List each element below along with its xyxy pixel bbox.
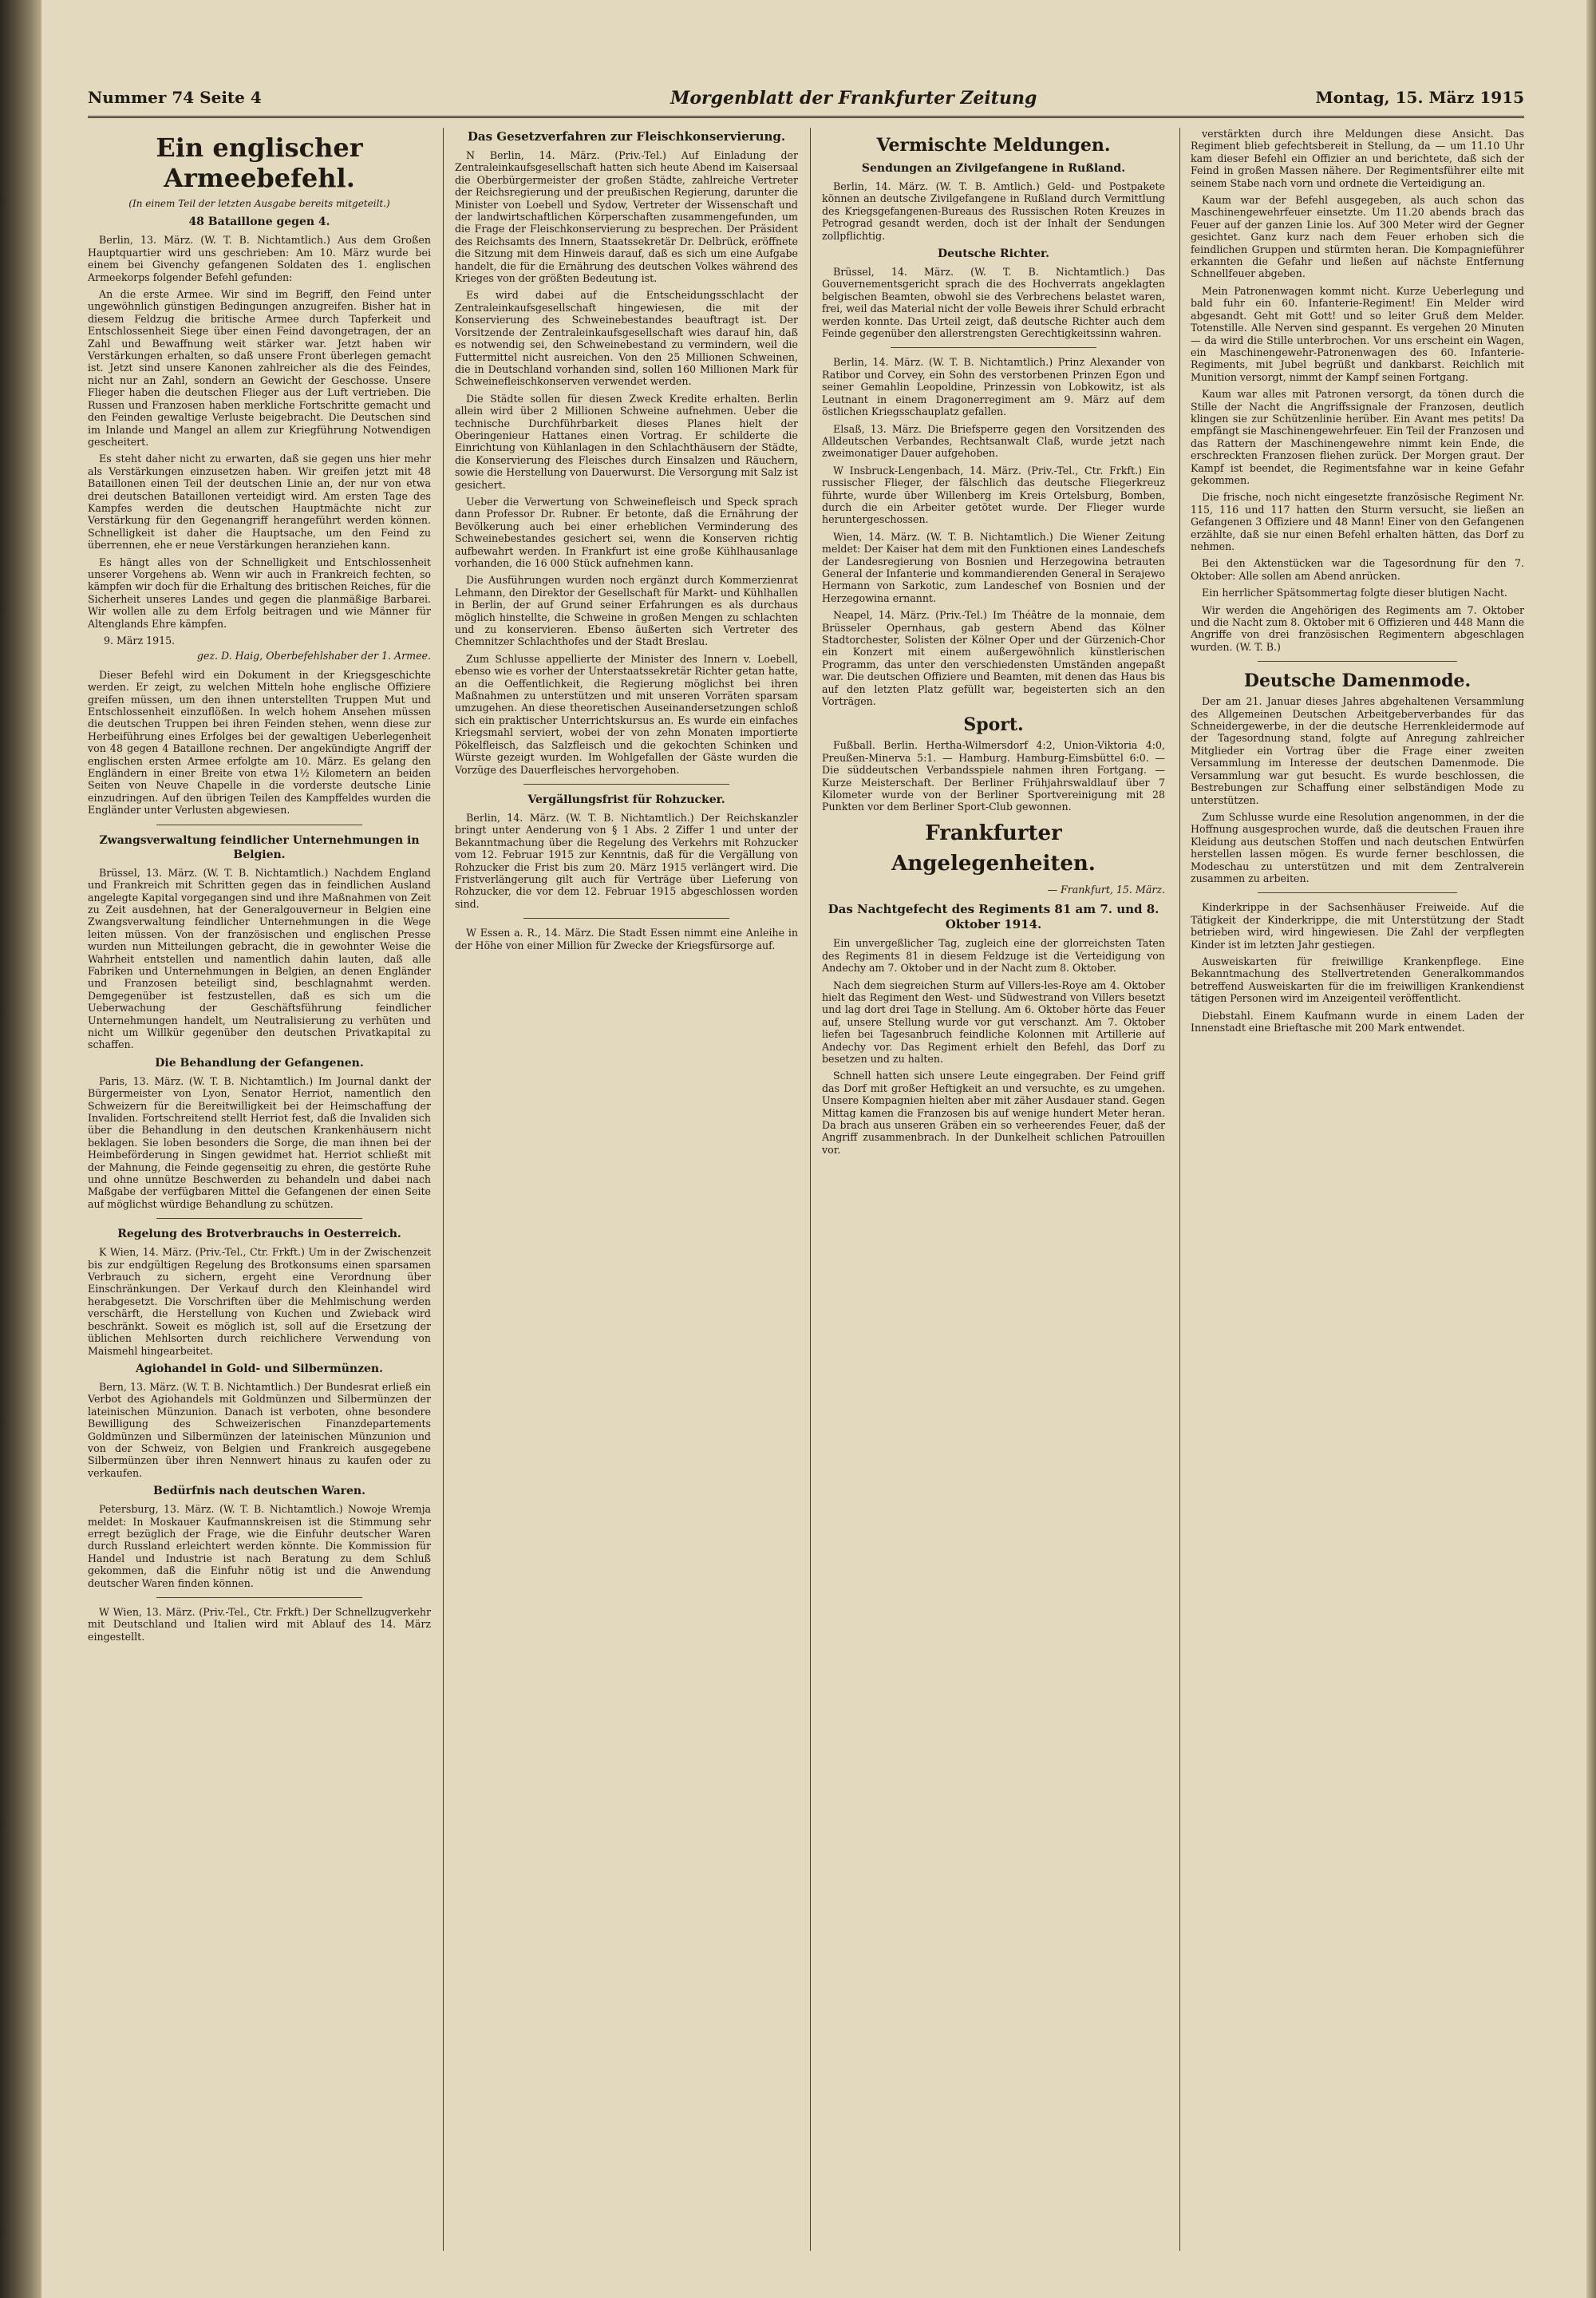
column-divider: [810, 128, 811, 2251]
paragraph: Zum Schlusse wurde eine Resolution angenommen, in der die Hoffnung ausgesprochen wurde, daß die deutschen Frauen ihre Kleidung aus deutschen Stoffen und nach deutschen Entwürfen herstellen lassen mögen. Es wurde ferner beschlossen, die Modeschau zu unterstützen und mit dem Zentralverein zusammen zu arbeiten.: [1191, 810, 1524, 884]
page-header: [88, 88, 1524, 112]
book-binding: [0, 0, 41, 2298]
section-title: Deutsche Damenmode.: [1243, 670, 1472, 692]
paragraph: Dieser Befehl wird ein Dokument in der Kriegsgeschichte werden. Er zeigt, zu welchen Mitteln hohe englische Offiziere greifen müssen, um den ihnen unterstellten Truppen Mut und Entschlossenheit einzuflößen. In welch hohem Ansehen müssen die deutschen Truppen bei ihren Feinden stehen, wenn diese zur Herbeiführung eines Erfolges bei der gewaltigen Ueberlegenheit von 48 gegen 4 Bataillone rechnen. Der angekündigte Angriff der englischen ersten Armee erfolgte am 10. März. Es gelang den Engländern in einer Breite von etwa 1½ Kilometern an beiden Seiten von Neuve Chapelle in die vorderste deutsche Linie einzudringen. Auf den übrigen Teilen des Kampffeldes wurden die Engländer unter Verlusten abgewiesen.: [88, 668, 431, 817]
paragraph: Der am 21. Januar dieses Jahres abgehaltenen Versammlung des Allgemeinen Deutschen Arbeitgeberverbandes für das Schneidergewerbe, in der die deutsche Herrenkleidermode auf der Tagesordnung stand, folgte auf Anregung zahlreicher Mitglieder ein Vortrag über die Frage einer zweiten Versammlung im Interesse der deutschen Damenmode. Die Versammlung war gut besucht. Es wurde beschlossen, die Bestrebungen zur Schaffung einer selbständigen Mode zu unterstützen.: [1191, 695, 1524, 806]
article-subhead: 48 Bataillone gegen 4.: [188, 216, 330, 229]
column-divider: [443, 128, 444, 2251]
paragraph: Schnell hatten sich unsere Leute eingegraben. Der Feind griff das Dorf mit großer Heftigkeit an und versuchte, es zu umgehen. Unsere Kompagnien hielten aber mit zäher Ausdauer stand. Gegen Mittag kamen die Franzosen bis auf wenige hundert Meter heran. Da brach aus unseren Gräben ein so verheerendes Feuer, daß der Angriff zusammenbrach. In der Dunkelheit schlichen Patrouillen vor.: [822, 1070, 1165, 1156]
paragraph: Diebstahl. Einem Kaufmann wurde in einem Laden der Innenstadt eine Brieftasche mit 200 Mark entwendet.: [1191, 1009, 1524, 1034]
section-title: Vergällungsfrist für Rohzucker.: [527, 793, 725, 806]
paragraph: Es wird dabei auf die Entscheidungsschlacht der Zentraleinkaufsgesellschaft hingewiesen, die mit der Konservierung des Schweinebestandes beauftragt ist. Der Vorsitzende der Zentraleinkaufsgesellschaft wies darauf hin, daß es notwendig sei, den Schweinebestand zu vermindern, weil die Futtermittel nicht ausreichen. Von den 25 Millionen Schweinen, die in Deutschland vorhanden sind, sollen 160 Millionen Mark für Schweinefleischkonserven verwendet werden.: [455, 289, 798, 388]
section-subtitle: Sendungen an Zivilgefangene in Rußland.: [861, 162, 1126, 175]
paragraph: Wien, 14. März. (W. T. B. Nichtamtlich.) Die Wiener Zeitung meldet: Der Kaiser hat dem mit den Funktionen eines Landeschefs der Landesregierung von Bosnien und Herzegowina betrauten General der Infanterie und kommandierenden General in Serajewo Hermann von Sarkotic, zum Landeschef von Bosnien und der Herzegowina ernannt.: [822, 530, 1165, 604]
paragraph: Ein unvergeßlicher Tag, zugleich eine der glorreichsten Taten des Regiments 81 in diesem Feldzuge ist die Verteidigung von Andechy am 7. Oktober und in der Nacht zum 8. Oktober.: [822, 937, 1165, 975]
paragraph: Ein herrlicher Spätsommertag folgte dieser blutigen Nacht.: [1202, 587, 1507, 599]
column-1: [88, 128, 431, 2251]
divider: [156, 1597, 362, 1598]
header-rule: [88, 116, 1524, 118]
paragraph: Mein Patronenwagen kommt nicht. Kurze Ueberlegung und bald fuhr ein 60. Infanterie-Regiment! Ein Melder wird abgesandt. Geht mit Gott! und so leiter Gruß dem Melder. Totenstille. Alle Nerven sind gespannt. Es vergehen 20 Minuten — da wird die Stille unterbrochen. Vor uns erscheint ein Wagen, ein Maschinengewehr-Patronenwagen des 60. Infanterie-Regiments, mit Jubel begrüßt und dankbarst. Reichlich mit Munition versorgt, nimmt der Kampf seinen Fortgang.: [1191, 284, 1524, 383]
dateline: 9. März 1915.: [104, 635, 176, 647]
paragraph: Elsaß, 13. März. Die Briefsperre gegen den Vorsitzenden des Alldeutschen Verbandes, Rechtsanwalt Claß, wurde jetzt nach zweimonatiger Dauer aufgehoben.: [822, 422, 1165, 460]
article-note: (In einem Teil der letzten Ausgabe bereits mitgeteilt.): [128, 198, 390, 209]
paragraph: Nach dem siegreichen Sturm auf Villers-les-Roye am 4. Oktober hielt das Regiment den West- und Südwestrand von Villers besetzt und lag dort drei Tage in Stellung. Am 6. Oktober hörte das Feuer auf, unsere Stellung wurde vor gut verschanzt. Am 7. Oktober liefen bei Tagesanbruch feindliche Kolonnen mit Artillerie auf Andechy vor. Das Regiment erhielt den Befehl, das Dorf zu besetzen und zu halten.: [822, 979, 1165, 1065]
divider: [1258, 892, 1458, 893]
paragraph: An die erste Armee. Wir sind im Begriff, den Feind unter ungewöhnlich günstigen Bedingungen anzugreifen. Bisher hat in diesem Feldzug die britische Armee durch Tapferkeit und Entschlossenheit Siege über einen Feind davongetragen, der an Zahl und Bewaffnung weit stärker war. Jetzt haben wir Verstärkungen erhalten, so daß unsere Front überlegen gemacht ist. Jetzt sind unsere Kanonen zahlreicher als die des Feindes, nicht nur an Zahl, sondern an Gewicht der Geschosse. Unsere Flieger haben die deutschen Flieger aus der Luft vertrieben. Die Russen und Franzosen haben merkliche Fortschritte gemacht und den Feinden gewaltige Verluste beigebracht. Die Deutschen sind im Inlande und Mangel an allem zur Kriegführung Notwendigen gescheitert.: [88, 288, 431, 448]
section-title: Sport.: [963, 714, 1024, 736]
divider: [1258, 661, 1458, 662]
newspaper-name: Morgenblatt der Frankfurter Zeitung: [670, 88, 1037, 109]
paragraph: N Berlin, 14. März. (Priv.-Tel.) Auf Einladung der Zentraleinkaufsgesellschaft hatten sich heute Abend im Kaisersaal die Oberbürgermeister der großen Städte, zahlreiche Vertreter der Reichsregierung und der preußischen Regierung, darunter die Minister von Loebell und Sydow, Vertreter der Wissenschaft und der landwirtschaftlichen Körperschaften zusammengefunden, um die Frage der Fleischkonservierung zu besprechen. Der Präsident des Reichsamts des Innern, Staatssekretär Dr. Delbrück, eröffnete die Sitzung mit dem Hinweis darauf, daß es sich um eine Aufgabe handelt, die für die Ernährung des deutschen Volkes während des Krieges von der größten Bedeutung ist.: [455, 149, 798, 285]
signature: gez. D. Haig, Oberbefehlshaber der 1. Armee.: [196, 650, 431, 663]
section-title: Agiohandel in Gold- und Silbermünzen.: [135, 1362, 383, 1375]
paragraph: W Insbruck-Lengenbach, 14. März. (Priv.-Tel., Ctr. Frkft.) Ein russischer Flieger, der fälschlich das deutsche Fliegerkreuz führte, wurde über Willenberg im Kreis Ortelsburg, Bomben, durch die ein Arbeiter getötet wurde. Der Flieger wurde heruntergeschossen.: [822, 464, 1165, 526]
paragraph: Bern, 13. März. (W. T. B. Nichtamtlich.) Der Bundesrat erließ ein Verbot des Agiohandels mit Goldmünzen und Silbermünzen der lateinischen Münzunion. Danach ist verboten, ohne besondere Bewilligung des Schweizerischen Finanzdepartements Goldmünzen und Silbermünzen der lateinischen Münzunion und von der Schweiz, von Belgien und Frankreich ausgegebene Silbermünzen über ihren Nennwert hinaus zu kaufen oder zu verkaufen.: [88, 1380, 431, 1479]
article-subtitle: Das Nachtgefecht des Regiments 81 am 7. und 8. Oktober 1914.: [828, 902, 1159, 932]
dateline: — Frankfurt, 15. März.: [1047, 883, 1165, 896]
paragraph: Berlin, 14. März. (W. T. B. Nichtamtlich.) Der Reichskanzler bringt unter Aenderung von § 1 Abs. 2 Ziffer 1 und unter der Bekanntmachung über die Regelung des Verkehrs mit Rohzucker vom 12. Februar 1915 zur Kenntnis, daß für die Vergällung von Rohzucker die Frist bis zum 20. März 1915 verlängert wird. Die Fristverlängerung gilt auch für Verträge über Lieferung von Rohzucker, die vor dem 12. Februar 1915 abgeschlossen worden sind.: [455, 811, 798, 910]
paragraph: Brüssel, 14. März. (W. T. B. Nichtamtlich.) Das Gouvernementsgericht sprach die des Hochverrats angeklagten belgischen Beamten, obwohl sie des Verbrechens belastet waren, frei, weil das Material nicht der volle Beweis ihrer Schuld erbracht werden konnte. Das Urteil zeigt, daß deutsche Richter auch dem Feinde gegenüber den allerstrengsten Gerechtigkeitssinn wahren.: [822, 266, 1165, 340]
paragraph: Berlin, 14. März. (W. T. B. Amtlich.) Geld- und Postpakete können an deutsche Zivilgefangene in Rußland durch Vermittlung des Kriegsgefangenen-Bureaus des Russischen Roten Kreuzes in Petrograd gesandt werden, doch ist der Inhalt der Sendungen zollpflichtig.: [822, 180, 1165, 242]
paragraph: Fußball. Berlin. Hertha-Wilmersdorf 4:2, Union-Viktoria 4:0, Preußen-Minerva 5:1. — Hamburg. Hamburg-Eimsbüttel 6:0. — Die süddeutschen Verbandsspiele nahmen ihren Fortgang. — Kurze Meisterschaft. Der Berliner Frühjahrswaldlauf über 7 Kilometer wurde von der Berliner Sportvereinigung mit 28 Punkten vor dem Berliner Sport-Club gewonnen.: [822, 739, 1165, 813]
section-title: Zwangsverwaltung feindlicher Unternehmungen in Belgien.: [99, 833, 420, 861]
paragraph: Neapel, 14. März. (Priv.-Tel.) Im Théâtre de la monnaie, dem Brüsseler Opernhaus, gab gestern Abend das Kölner Stadtorchester, Solisten der Kölner Oper und der Gürzenich-Chor ein Konzert mit einem außergewöhnlich künstlerischen Programm, das unter den verschiedensten Umständen angepaßt war. Die deutschen Offiziere und Beamten, mit denen das Haus bis auf den letzten Platz gefüllt war, begeisterten sich an den Vorträgen.: [822, 609, 1165, 708]
column-4: [1191, 128, 1524, 2251]
paragraph: Kaum war der Befehl ausgegeben, als auch schon das Maschinengewehrfeuer einsetzte. Um 11.20 abends brach das Feuer auf der ganzen Linie los. Auf 300 Meter wird der Gegner gesichtet. Ganz kurz nach dem Feuer erhoben sich die feindlichen Gruppen und stürmten heran. Die Kompagnieführer erkannten die Gefahr und ließen auf nächste Entfernung Schnellfeuer abgeben.: [1191, 194, 1524, 280]
article-title: Das Gesetzverfahren zur Fleischkonservierung.: [467, 129, 786, 144]
paragraph: Die frische, noch nicht eingesetzte französische Regiment Nr. 115, 116 und 117 hatten den Sturm versucht, sie ließen an Gefangenen 3 Offiziere und 48 Mann! Einer von den Gefangenen erzählte, daß sie nur einen Befehl erhalten hätten, das Dorf zu nehmen.: [1191, 491, 1524, 552]
section-title: Frankfurter Angelegenheiten.: [891, 821, 1096, 876]
section-subtitle: Deutsche Richter.: [937, 247, 1050, 261]
newspaper-page: [41, 0, 1586, 2298]
section-title: Die Behandlung der Gefangenen.: [155, 1056, 364, 1070]
section-title: Regelung des Brotverbrauchs in Oesterreich.: [117, 1228, 401, 1241]
section-title: Vermischte Meldungen.: [876, 135, 1111, 156]
paragraph: W Wien, 13. März. (Priv.-Tel., Ctr. Frkft.) Der Schnellzugverkehr mit Deutschland und Italien wird mit Ablauf des 14. März eingestellt.: [88, 1606, 431, 1643]
paragraph: Es steht daher nicht zu erwarten, daß sie gegen uns hier mehr als Verstärkungen einzusetzen haben. Wir greifen jetzt mit 48 Bataillonen einen Teil der deutschen Linie an, der nur von etwa drei deutschen Bataillonen verteidigt wird. Am ersten Tage des Kampfes werden die deutschen Hauptmächte nicht zur Verstärkung für den Gegenangriff herangeführt werden können. Schnelligkeit ist daher die Hauptsache, um den Feind zu überrennen, ehe er neue Verstärkungen heranziehen kann.: [88, 453, 431, 552]
page-edge: [1586, 0, 1596, 2298]
paragraph: Berlin, 13. März. (W. T. B. Nichtamtlich.) Aus dem Großen Hauptquartier wird uns geschrieben: Am 10. März wurde bei einem bei Givenchy gefangenen Soldaten des 1. englischen Armeekorps folgender Befehl gefunden:: [88, 234, 431, 283]
paragraph: Petersburg, 13. März. (W. T. B. Nichtamtlich.) Nowoje Wremja meldet: In Moskauer Kaufmannskreisen ist die Stimmung sehr erregt bezüglich der Frage, wie die Einfuhr deutscher Waren durch Russland erleichtert werden könnte. Die Kommission für Handel und Industrie ist nach Beratung zu dem Schluß gekommen, daß die Einfuhr nötig ist und die Anwendung deutscher Waren finden können.: [88, 1503, 431, 1589]
page-date: Montag, 15. März 1915: [1315, 88, 1524, 107]
paragraph: Ueber die Verwertung von Schweinefleisch und Speck sprach dann Professor Dr. Rubner. Er betonte, daß die Ernährung der Bevölkerung auch bei einer erheblichen Verminderung des Schweinebestandes gesichert sei, wenn die Konserven richtig aufbewahrt werden. In Frankfurt ist eine große Kühlhausanlage vorhanden, die 16 000 Stück aufnehmen kann.: [455, 495, 798, 569]
paragraph: Es hängt alles von der Schnelligkeit und Entschlossenheit unserer Vorgehens ab. Wenn wir auch in Frankreich fechten, so kämpfen wir doch für die Erhaltung des britischen Reiches, für die Sicherheit unseres Landes und gegen die planmäßige Barbarei. Wir wollen alle zu dem Erfolg beitragen und wie Männer für Altenglands Ehre kämpfen.: [88, 556, 431, 630]
article-title: Ein englischer Armeebefehl.: [156, 133, 363, 193]
paragraph: Berlin, 14. März. (W. T. B. Nichtamtlich.) Prinz Alexander von Ratibor und Corvey, ein Sohn des verstorbenen Prinzen Egon und seiner Gemahlin Leopoldine, Prinzessin von Lobkowitz, ist als Leutnant in einem Dragonerregiment am 9. März auf dem östlichen Kriegsschauplatz gefallen.: [822, 356, 1165, 418]
column-2: [455, 128, 798, 2251]
paragraph: verstärkten durch ihre Meldungen diese Ansicht. Das Regiment blieb gefechtsbereit in Stellung, da — um 11.10 Uhr kam dieser Befehl ein Offizier an und berichtete, daß sich der Feind in großen Massen nähere. Der Regimentsführer eilte mit seinem Stabe nach vorn und ordnete die Verteidigung an.: [1191, 128, 1524, 189]
paragraph: Paris, 13. März. (W. T. B. Nichtamtlich.) Im Journal dankt der Bürgermeister von Lyon, Senator Herriot, namentlich den Schweizern für die Bereitwilligkeit bei der Heimschaffung der Invaliden. Fortschreitend stellt Herriot fest, daß die Invaliden sich über die Behandlung in den deutschen Krankenhäusern nicht beklagen. Sie loben besonders die Sorge, die man ihnen bei der Heimbeförderung in Singen gewidmet hat. Herriot schließt mit der Mahnung, die Feinde gegenseitig zu ehren, die gestörte Ruhe und ohne unnütze Beschwerden zu behandeln und dabei nach Maßgabe der verfügbaren Mittel die Gefangenen der einen Seite auf möglichst würdige Behandlung zu schützen.: [88, 1074, 431, 1210]
paragraph: Die Städte sollen für diesen Zweck Kredite erhalten. Berlin allein wird über 2 Millionen Schweine aufnehmen. Ueber die technische Durchführbarkeit dieses Planes hielt der Oberingenieur Hattanes einen Vortrag. Er schilderte die Einrichtung von Kühlanlagen in den Schlachthäusern der Städte, die Konservierung des Fleisches durch Einsalzen und Räuchern, sowie die Herstellung von Dauerwurst. Die Versorgung mit Salz ist gesichert.: [455, 392, 798, 491]
paragraph: Bei den Aktenstücken war die Tagesordnung für den 7. Oktober: Alle sollen am Abend anrücken.: [1191, 557, 1524, 582]
paragraph: Brüssel, 13. März. (W. T. B. Nichtamtlich.) Nachdem England und Frankreich mit Schritten gegen das in feindlichen Ausland angelegte Kapital vorgegangen sind und ihre Maßnahmen von Zeit zu Zeit ausdehnen, hat der Generalgouverneur in Belgien eine Zwangsverwaltung feindlicher Unternehmungen in die Wege leiten müssen. Von der französischen und englischen Presse wurden nun Mitteilungen gebracht, die in gewohnter Weise die Wahrheit entstellen und namentlich dahin lauten, daß alle Fabriken und Unternehmungen in Belgien, an denen Engländer und Franzosen beteiligt sind, beschlagnahmt werden. Demgegenüber ist festzustellen, daß es sich um die Ueberwachung der Geschäftsführung feindlicher Unternehmungen handelt, um Neutralisierung zu verhüten und nicht um Willkür gegenüber den deutschen Privatkapital zu schaffen.: [88, 866, 431, 1051]
paragraph: Die Ausführungen wurden noch ergänzt durch Kommerzienrat Lehmann, den Direktor der Gesellschaft für Markt- und Kühlhallen in Berlin, der auf Grund seiner Erfahrungen es als durchaus möglich hinstellte, die Schweine in großen Mengen zu schlachten und zu konservieren. Ebenso äußerten sich Vertreter des Chemnitzer Schlachthofes und der Stadt Breslau.: [455, 574, 798, 648]
divider: [891, 347, 1096, 348]
section-title: Bedürfnis nach deutschen Waren.: [153, 1485, 365, 1498]
paragraph: W Essen a. R., 14. März. Die Stadt Essen nimmt eine Anleihe in der Höhe von einer Million für Zwecke der Kriegsfürsorge auf.: [455, 927, 798, 951]
paragraph: K Wien, 14. März. (Priv.-Tel., Ctr. Frkft.) Um in der Zwischenzeit bis zur endgültigen Regelung des Brotkonsums einen sparsamen Verbrauch zu sichern, ergeht eine Verordnung über Einschränkungen. Der Verkauf durch den Kleinhandel wird herabgesetzt. Die Vorschriften über die Mehlmischung werden verschärft, die Herstellung von Kuchen und Zwieback wird beschränkt. Soweit es möglich ist, soll auf die Ersetzung der üblichen Mehlsorten durch reichlichere Verwendung von Maismehl hingearbeitet.: [88, 1246, 431, 1357]
column-divider: [1179, 128, 1180, 2251]
paragraph: Kinderkrippe in der Sachsenhäuser Freiweide. Auf die Tätigkeit der Kinderkrippe, die mit Unterstützung der Stadt betrieben wird, wird hingewiesen. Die Zahl der verpflegten Kinder ist im letzten Jahr gestiegen.: [1191, 901, 1524, 951]
paragraph: Ausweiskarten für freiwillige Krankenpflege. Eine Bekanntmachung des Stellvertretenden Generalkommandos betreffend Ausweiskarten für die im freiwilligen Krankendienst tätigen Personen wird im Anzeigenteil veröffentlicht.: [1191, 955, 1524, 1005]
divider: [156, 1218, 362, 1219]
divider: [523, 784, 729, 785]
divider: [523, 918, 729, 919]
page-number: Nummer 74 Seite 4: [88, 88, 262, 107]
column-3: [822, 128, 1165, 2251]
paragraph: Wir werden die Angehörigen des Regiments am 7. Oktober und die Nacht zum 8. Oktober mit 6 Offizieren und 448 Mann die Angriffe von drei französischen Regimentern abgeschlagen wurden. (W. T. B.): [1191, 603, 1524, 653]
paragraph: Zum Schlusse appellierte der Minister des Innern v. Loebell, ebenso wie es vorher der Unterstaatssekretär Richter getan hatte, an die Oeffentlichkeit, die Regierung möglichst bei ihren Maßnahmen zu unterstützen und mit unseren Vorräten sparsam umzugehen. An diese theoretischen Auseinandersetzungen schloß sich ein praktischer Unterrichtskursus an. Es wurde ein einfaches Kriegsmahl serviert, wobei der von zehn Monaten importierte Pökelfleisch, das Salzfleisch und die gekochten Schinken und Würste gezeigt wurden. Im Wohlgefallen der Gäste wurden die Vorzüge des Dauerfleisches hervorgehoben.: [455, 652, 798, 776]
paragraph: Kaum war alles mit Patronen versorgt, da tönen durch die Stille der Nacht die Angriffssignale der Franzosen, deutlich klingen sie zur Schützenlinie herüber. Ein Avant mes petits! Da empfängt sie Maschinengewehrfeuer. Ein Teil der Franzosen und das Rattern der Maschinengewehre nimmt kein Ende, die erschreckten Franzosen fliehen zurück. Der Morgen graut. Der Kampf ist beendet, die Regimentsfahne war in keine Gefahr gekommen.: [1191, 388, 1524, 486]
